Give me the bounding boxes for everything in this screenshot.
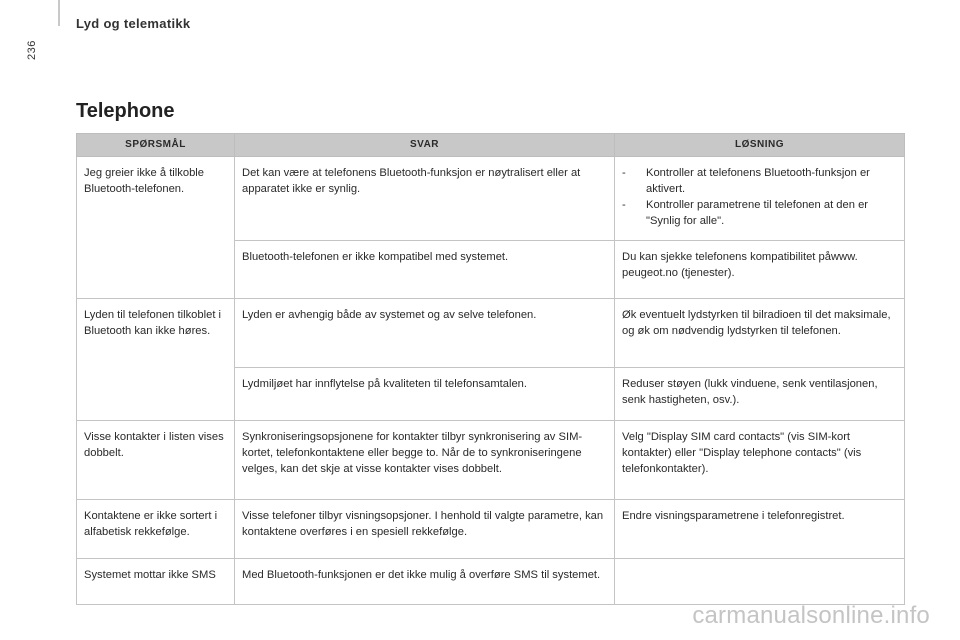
solution-cell: Du kan sjekke telefonens kompatibilitet påwww. peugeot.no (tjenester).	[615, 241, 905, 299]
faq-table	[76, 133, 905, 605]
page-title: Telephone	[76, 100, 175, 122]
solution-cell: Øk eventuelt lydstyrken til bilradioen til det maksimale, og øk om nødvendig lydstyrken til telefonen.	[615, 299, 905, 368]
solution-list-item: - Kontroller at telefonens Bluetooth-funksjon er aktivert.	[622, 165, 897, 197]
table-row	[77, 299, 905, 368]
answer-cell: Bluetooth-telefonen er ikke kompatibel med systemet.	[235, 241, 615, 299]
table-row	[77, 500, 905, 559]
table-row	[77, 421, 905, 500]
solution-cell: Reduser støyen (lukk vinduene, senk ventilasjonen, senk hastigheten, osv.).	[615, 368, 905, 421]
answer-cell: Lyden er avhengig både av systemet og av selve telefonen.	[235, 299, 615, 368]
table-row	[77, 157, 905, 241]
table-header-row	[77, 134, 905, 157]
solution-cell	[615, 559, 905, 605]
question-cell: Systemet mottar ikke SMS	[77, 559, 235, 605]
solution-cell	[615, 157, 905, 241]
solution-cell: Endre visningsparametrene i telefonregistret.	[615, 500, 905, 559]
answer-cell: Det kan være at telefonens Bluetooth-funksjon er nøytralisert eller at apparatet ikke er synlig.	[235, 157, 615, 241]
question-cell: Jeg greier ikke å tilkoble Bluetooth-telefonen.	[77, 157, 235, 299]
column-header-solution: LØSNING	[615, 134, 905, 157]
table-row	[77, 559, 905, 605]
question-cell: Lyden til telefonen tilkoblet i Bluetooth kan ikke høres.	[77, 299, 235, 421]
side-rule	[58, 0, 60, 26]
question-cell: Visse kontakter i listen vises dobbelt.	[77, 421, 235, 500]
page-number: 236	[26, 40, 38, 60]
answer-cell: Synkroniseringsopsjonene for kontakter tilbyr synkronisering av SIM-kortet, telefonkontaktene eller begge to. Når de to synkroniseringene velges, kan det skje at visse kontakter vises dobbelt.	[235, 421, 615, 500]
answer-cell: Visse telefoner tilbyr visningsopsjoner. I henhold til valgte parametre, kan kontaktene overføres i en spesiell rekkefølge.	[235, 500, 615, 559]
column-header-question: SPØRSMÅL	[77, 134, 235, 157]
answer-cell: Lydmiljøet har innflytelse på kvaliteten til telefonsamtalen.	[235, 368, 615, 421]
solution-list-item: - Kontroller parametrene til telefonen at den er "Synlig for alle".	[622, 197, 897, 229]
column-header-answer: SVAR	[235, 134, 615, 157]
watermark: carmanualsonline.info	[692, 602, 930, 629]
question-cell: Kontaktene er ikke sortert i alfabetisk rekkefølge.	[77, 500, 235, 559]
solution-list	[622, 165, 897, 229]
answer-cell: Med Bluetooth-funksjonen er det ikke mulig å overføre SMS til systemet.	[235, 559, 615, 605]
section-header: Lyd og telematikk	[76, 16, 191, 31]
solution-cell: Velg "Display SIM card contacts" (vis SIM-kort kontakter) eller "Display telephone contacts" (vis telefonkontakter).	[615, 421, 905, 500]
